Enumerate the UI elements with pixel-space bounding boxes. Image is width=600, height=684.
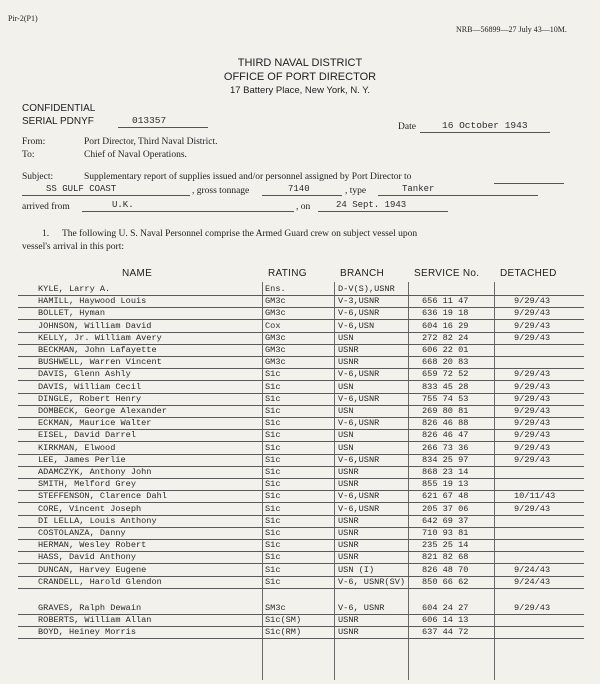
vessel-name: SS GULF COAST — [46, 184, 117, 194]
table-row — [18, 551, 584, 564]
cell-service: 235 25 14 — [422, 540, 469, 551]
cell-name: KIRKMAN, Elwood — [38, 442, 116, 453]
cell-branch: V-6,USNR — [338, 491, 380, 502]
cell-branch: V-6, USNR — [338, 603, 385, 613]
cell-service: 205 37 06 — [422, 503, 469, 514]
table-row — [18, 295, 584, 308]
org-line-2: OFFICE OF PORT DIRECTOR — [223, 71, 377, 83]
paragraph-line-2: vessel's arrival in this port: — [22, 242, 124, 252]
cell-service: 266 73 36 — [422, 442, 469, 453]
cell-name: BOYD, Heiney Morris — [38, 627, 136, 638]
cell-service: 826 48 70 — [422, 564, 469, 575]
cell-name: SMITH, Melford Grey — [38, 479, 136, 490]
cell-name: DINGLE, Robert Henry — [38, 393, 142, 404]
cell-rating: GM3c — [265, 345, 286, 355]
table-row — [18, 490, 584, 503]
classification: CONFIDENTIAL — [22, 103, 96, 114]
cell-detached: 9/29/43 — [514, 503, 551, 514]
cell-rating: S1c — [265, 576, 281, 587]
cell-name: DOMBECK, George Alexander — [38, 406, 167, 416]
table-row — [18, 320, 584, 333]
cell-rating: Cox — [265, 320, 281, 331]
gross-value: 7140 — [288, 184, 310, 194]
table-row — [18, 515, 584, 528]
cell-detached: 9/29/43 — [514, 442, 551, 453]
cell-service: 855 19 13 — [422, 479, 469, 490]
cell-detached: 9/29/43 — [514, 406, 551, 416]
cell-service: 826 46 88 — [422, 418, 469, 429]
table-row — [18, 602, 584, 615]
cell-service: 826 46 47 — [422, 430, 469, 441]
cell-rating: S1c — [265, 491, 281, 502]
cell-name: DAVIS, William Cecil — [38, 381, 142, 392]
cell-branch: USNR — [338, 357, 359, 368]
cell-branch: USN (I) — [338, 564, 375, 575]
cell-detached: 9/29/43 — [514, 418, 551, 429]
cell-name: ADAMCZYK, Anthony John — [38, 467, 152, 477]
cell-service: 269 80 81 — [422, 406, 469, 416]
cell-branch: USN — [338, 381, 354, 392]
cell-branch: USN — [338, 332, 354, 343]
arrived-value: U.K. — [112, 200, 134, 210]
arrived-label: arrived from — [22, 202, 70, 212]
cell-service: 868 23 14 — [422, 467, 469, 477]
table-row — [18, 503, 584, 516]
cell-branch: V-6,USNR — [338, 418, 380, 429]
date-label: Date — [398, 122, 416, 132]
cell-rating: S1c — [265, 467, 281, 477]
cell-branch: V-6,USNR — [338, 454, 380, 465]
cell-rating: S1c — [265, 430, 281, 441]
cell-rating: S1c — [265, 393, 281, 404]
cell-name: ROBERTS, William Allan — [38, 615, 152, 626]
type-label: , type — [345, 186, 367, 196]
gross-label: , gross tonnage — [192, 186, 250, 196]
cell-branch: USNR — [338, 627, 359, 638]
table-row — [18, 539, 584, 552]
cell-name: GRAVES, Ralph Dewain — [38, 603, 142, 613]
cell-detached: 9/29/43 — [514, 430, 551, 441]
cell-branch: USNR — [338, 615, 359, 626]
cell-name: CORE, Vincent Joseph — [38, 503, 142, 514]
type-value: Tanker — [402, 184, 435, 194]
cell-detached: 9/29/43 — [514, 454, 551, 465]
cell-rating: Ens. — [265, 284, 286, 294]
cell-service: 604 16 29 — [422, 320, 469, 331]
cell-name: KYLE, Larry A. — [38, 284, 111, 294]
cell-branch: USNR — [338, 345, 359, 355]
table-row — [18, 417, 584, 430]
cell-name: DAVIS, Glenn Ashly — [38, 369, 131, 380]
cell-branch: USNR — [338, 467, 359, 477]
serial-label: SERIAL PDNYF — [22, 116, 94, 127]
col-header-name: NAME — [122, 268, 153, 279]
cell-detached: 9/24/43 — [514, 564, 551, 575]
cell-name: BUSHWELL, Warren Vincent — [38, 357, 162, 368]
cell-detached: 10/11/43 — [514, 491, 556, 502]
cell-branch: V-6,USNR — [338, 308, 380, 319]
table-row — [18, 368, 584, 381]
cell-branch: V-6,USNR — [338, 503, 380, 514]
on-value: 24 Sept. 1943 — [336, 200, 407, 210]
table-row — [18, 576, 584, 589]
address: 17 Battery Place, New York, N. Y. — [229, 85, 371, 96]
table-row — [18, 527, 584, 540]
cell-branch: USNR — [338, 479, 359, 490]
cell-service: 606 22 01 — [422, 345, 469, 355]
cell-service: 606 14 13 — [422, 615, 469, 626]
table-row — [18, 454, 584, 467]
cell-service: 636 19 18 — [422, 308, 469, 319]
cell-rating: S1c — [265, 442, 281, 453]
cell-rating: S1c — [265, 381, 281, 392]
date-value: 16 October 1943 — [442, 120, 528, 131]
cell-detached: 9/29/43 — [514, 296, 551, 307]
cell-name: HASS, David Anthony — [38, 552, 136, 563]
col-header-branch: BRANCH — [340, 268, 385, 279]
cell-detached: 9/29/43 — [514, 603, 551, 613]
cell-service: 656 11 47 — [422, 296, 469, 307]
cell-name: LEE, James Perlie — [38, 454, 126, 465]
cell-detached: 9/24/43 — [514, 576, 551, 587]
org-line-1: THIRD NAVAL DISTRICT — [237, 57, 363, 69]
table-row — [18, 393, 584, 406]
cell-rating: S1c — [265, 503, 281, 514]
cell-rating: GM3c — [265, 357, 286, 368]
cell-name: ECKMAN, Maurice Walter — [38, 418, 152, 429]
cell-rating: S1c — [265, 528, 281, 538]
cell-rating: GM3c — [265, 308, 286, 319]
cell-service: 833 45 28 — [422, 381, 469, 392]
cell-branch: USN — [338, 442, 354, 453]
cell-rating: S1c — [265, 454, 281, 465]
cell-service: 850 66 62 — [422, 576, 469, 587]
table-row — [18, 564, 584, 577]
paragraph-line-1: The following U. S. Naval Personnel comprise the Armed Guard crew on subject vessel upon — [62, 229, 418, 239]
cell-branch: V-6,USN — [338, 320, 375, 331]
cell-detached: 9/29/43 — [514, 381, 551, 392]
table-row — [18, 332, 584, 345]
cell-service: 637 44 72 — [422, 627, 469, 638]
cell-name: HAMILL, Haywood Louis — [38, 296, 147, 307]
cell-rating: S1c — [265, 515, 281, 526]
cell-rating: S1c — [265, 369, 281, 380]
table-row — [18, 381, 584, 394]
cell-service: 621 67 48 — [422, 491, 469, 502]
to-value: Chief of Naval Operations. — [84, 150, 187, 160]
table-row — [18, 356, 584, 369]
cell-rating: S1c — [265, 540, 281, 551]
col-header-rating: RATING — [268, 268, 307, 279]
cell-branch: USN — [338, 430, 354, 441]
cell-service: 272 82 24 — [422, 332, 469, 343]
cell-service: 710 93 81 — [422, 528, 469, 538]
cell-rating: GM3c — [265, 296, 286, 307]
table-row — [18, 478, 584, 491]
cell-service: 642 69 37 — [422, 515, 469, 526]
cell-branch: USNR — [338, 528, 359, 538]
table-row — [18, 442, 584, 455]
cell-rating: S1c — [265, 479, 281, 490]
cell-branch: USNR — [338, 540, 359, 551]
cell-detached: 9/29/43 — [514, 308, 551, 319]
cell-rating: SM3c — [265, 603, 286, 613]
from-value: Port Director, Third Naval District. — [84, 137, 218, 147]
table-row — [18, 429, 584, 442]
cell-name: HERMAN, Wesley Robert — [38, 540, 147, 551]
cell-branch: V-3,USNR — [338, 296, 380, 307]
cell-branch: V-6, USNR(SV) — [338, 576, 406, 587]
cell-name: JOHNSON, William David — [38, 320, 152, 331]
cell-rating: S1c — [265, 406, 281, 416]
cell-branch: USNR — [338, 552, 359, 563]
cell-service: 604 24 27 — [422, 603, 469, 613]
to-label: To: — [22, 150, 35, 160]
cell-name: DI LELLA, Louis Anthony — [38, 515, 157, 526]
col-header-service: SERVICE No. — [414, 268, 480, 279]
cell-name: BOLLET, Hyman — [38, 308, 106, 319]
cell-service: 755 74 53 — [422, 393, 469, 404]
paragraph-number: 1. — [42, 229, 50, 239]
from-label: From: — [22, 137, 46, 147]
cell-rating: GM3c — [265, 332, 286, 343]
cell-rating: S1c — [265, 418, 281, 429]
cell-branch: D-V(S),USNR — [338, 284, 395, 294]
cell-detached: 9/29/43 — [514, 393, 551, 404]
cell-name: STEFFENSON, Clarence Dahl — [38, 491, 167, 502]
print-code: NRB—56899—27 July 43—10M. — [456, 25, 567, 34]
cell-service: 821 82 68 — [422, 552, 469, 563]
table-row — [18, 614, 584, 627]
col-header-detached: DETACHED — [500, 268, 557, 279]
cell-branch: V-6,USNR — [338, 369, 380, 380]
cell-rating: S1c(RM) — [265, 627, 302, 638]
serial-value: 013357 — [132, 115, 167, 126]
cell-branch: V-6,USNR — [338, 393, 380, 404]
cell-detached: 9/29/43 — [514, 332, 551, 343]
cell-detached: 9/29/43 — [514, 369, 551, 380]
table-row — [18, 344, 584, 357]
cell-name: COSTOLANZA, Danny — [38, 528, 126, 538]
cell-rating: S1c(SM) — [265, 615, 302, 626]
cell-branch: USNR — [338, 515, 359, 526]
table-row — [18, 466, 584, 479]
cell-name: CRANDELL, Harold Glendon — [38, 576, 162, 587]
table-row — [18, 307, 584, 320]
cell-service: 668 20 83 — [422, 357, 469, 368]
cell-rating: S1c — [265, 564, 281, 575]
cell-name: DUNCAN, Harvey Eugene — [38, 564, 147, 575]
cell-name: BECKMAN, John Lafayette — [38, 345, 157, 355]
table-row — [18, 405, 584, 418]
cell-service: 834 25 97 — [422, 454, 469, 465]
table-row — [18, 283, 584, 296]
subject-label: Subject: — [22, 172, 54, 182]
table-row — [18, 626, 584, 639]
cell-rating: S1c — [265, 552, 281, 563]
form-code: Pir-2(P1) — [8, 14, 38, 23]
cell-service: 659 72 52 — [422, 369, 469, 380]
on-label: , on — [296, 202, 311, 212]
subject-text: Supplementary report of supplies issued and/or personnel assigned by Port Director to — [84, 172, 412, 182]
cell-name: EISEL, David Darrel — [38, 430, 136, 441]
cell-branch: USN — [338, 406, 354, 416]
cell-name: KELLY, Jr. William Avery — [38, 332, 162, 343]
cell-detached: 9/29/43 — [514, 320, 551, 331]
